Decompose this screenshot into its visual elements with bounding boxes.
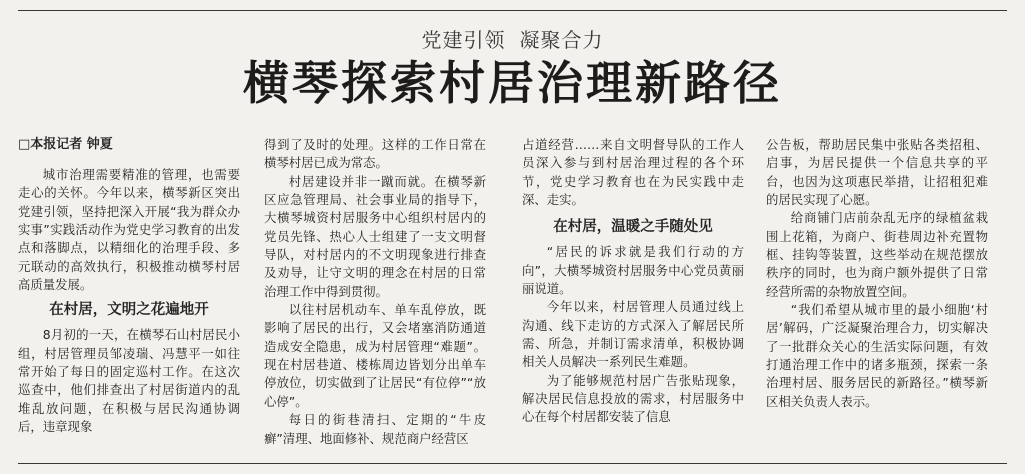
kicker xyxy=(0,24,1025,53)
top-rule xyxy=(18,10,1007,11)
bottom-rule xyxy=(18,463,1007,464)
paragraph: 村居建设并非一蹴而就。在横琴新区应急管理局、社会事业局的指导下，大横琴城资村居服务中心组织村居内的党员先锋、热心人士组建了一支文明督导队，对村居内的不文明现象进行排查及劝导，让守文明的理念在村居的日常治理工作中得到贯彻。 xyxy=(264,173,486,299)
column-4 xyxy=(766,136,988,411)
paragraph: 占道经营……来自文明督导队的工作人员深入参与到村居治理过程的各个环节，党史学习教育也在为民实践中走深、走实。 xyxy=(522,137,744,208)
paragraph: 今年以来，村居管理人员通过线上沟通、线下走访的方式深入了解居民所需、所急，并制订需求清单，积极协调相关人员解决一系列民生难题。 xyxy=(522,299,744,370)
paragraph: 得到了及时的处理。这样的工作日常在横琴村居已成为常态。 xyxy=(264,137,486,171)
paragraph: “我们希望从城市里的最小细胞‘村居’解码，广泛凝聚治理合力，切实解决了一批群众关心的生活实际问题，有效打通治理工作中的诸多瓶颈，探索一条治理村居、服务居民的新路径。”横琴新区相关负责人表示。 xyxy=(766,302,988,409)
column-3 xyxy=(522,136,744,427)
headline: 横琴探索村居治理新路径 xyxy=(243,56,782,110)
paragraph: 给商铺门店前杂乱无序的绿植盆栽围上花箱，为商户、街巷周边补充置物框、挂钩等装置，这些举动在规范摆放秩序的同时，也为商户额外提供了日常经营所需的杂物放置空间。 xyxy=(766,210,988,299)
paragraph: 每日的街巷清扫、定期的“牛皮癣”清理、地面修补、规范商户经营区 xyxy=(264,412,486,446)
paragraph: 城市治理需要精准的管理，也需要走心的关怀。今年以来，横琴新区突出党建引领，坚持把深入开展“我为群众办实事”实践活动作为党史学习教育的出发点和落脚点，以精细化的治理手段、多元联动的高效执行，积极推动横琴村居高质量发展。 xyxy=(18,167,240,293)
column-2 xyxy=(264,136,486,448)
paragraph: 为了能够规范村居广告张贴现象，解决居民信息投放的需求，村居服务中心在每个村居都安装了信息 xyxy=(522,372,744,425)
column-1 xyxy=(18,136,240,436)
subheading: 在村居，温暖之手随处见 xyxy=(553,219,713,236)
paragraph: 以往村居机动车、单车乱停放，既影响了居民的出行，又会堵塞消防通道造成安全隐患，成为村居管理“难题”。现在村居巷道、楼栋周边皆划分出单车停放位，切实做到了让居民“有位停”“放心停”。 xyxy=(264,302,486,409)
paragraph: 8月初的一天，在横琴石山村居民小组，村居管理员邹凌瑞、冯慧平一如往常开始了每日的固定巡村工作。在这次巡查中，他们排查出了村居街道内的乱堆乱放问题，在积极与居民沟通协调后，违章现象 xyxy=(18,327,240,435)
subheading: 在村居，文明之花遍地开 xyxy=(49,302,209,319)
byline: □本报记者 钟夏 xyxy=(18,137,113,152)
paragraph: 公告板，帮助居民集中张贴各类招租、启事，为居民提供一个信息共享的平台，也因为这项惠民举措，让招租犯难的居民实现了心愿。 xyxy=(766,137,988,208)
kicker-part-2: 凝聚合力 xyxy=(519,28,604,52)
kicker-part-1: 党建引领 xyxy=(421,28,506,52)
paragraph: “居民的诉求就是我们行动的方向”，大横琴城资村居服务中心党员黄丽丽说道。 xyxy=(522,244,744,297)
